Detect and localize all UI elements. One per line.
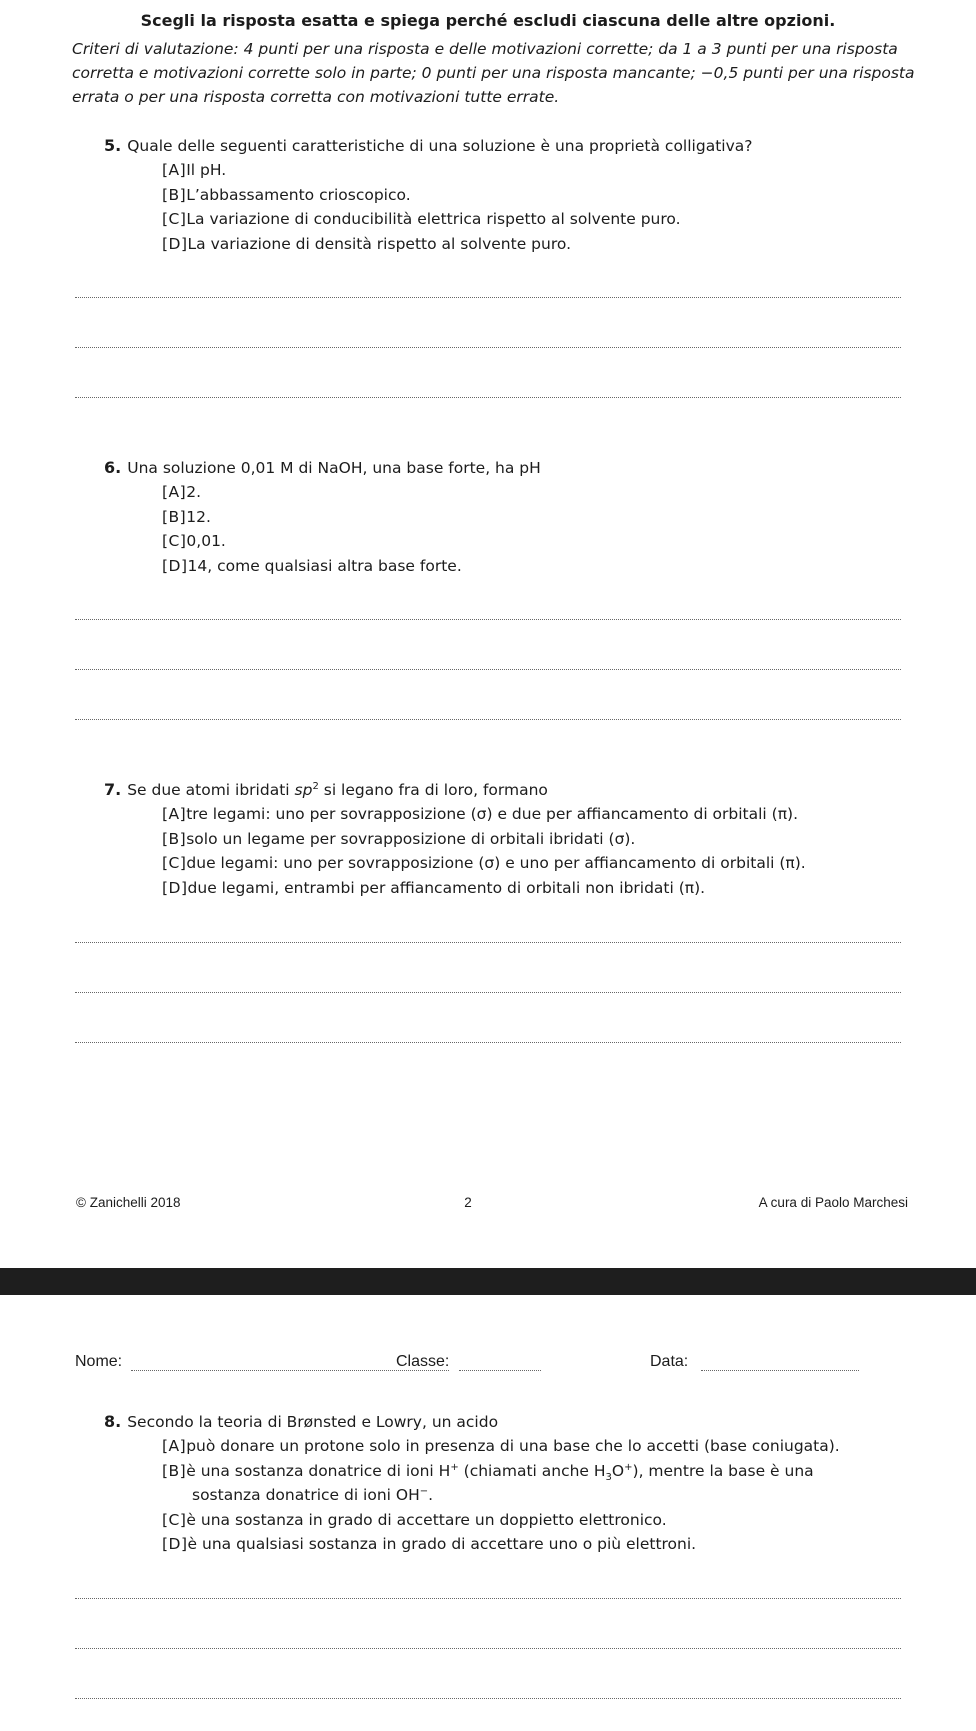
question-5 <box>104 134 954 256</box>
option-text: solo un legame per sovrapposizione di orbitali ibridati (σ). <box>186 829 636 848</box>
option-text: è una sostanza donatrice di ioni H <box>186 1461 451 1480</box>
option-letter: [C] <box>162 1510 187 1529</box>
answer-line[interactable] <box>75 347 901 348</box>
page-separator <box>0 1268 976 1295</box>
option-text: è una qualsiasi sostanza in grado di accettare uno o più elettroni. <box>187 1535 697 1553</box>
option-letter: [B] <box>162 185 187 204</box>
question-6 <box>104 456 954 578</box>
answer-line[interactable] <box>75 1698 901 1699</box>
option-letter: [A] <box>162 483 187 501</box>
option-letter: [B] <box>162 829 187 848</box>
option-a[interactable] <box>104 480 954 505</box>
grading-criteria: Criteri di valutazione: 4 punti per una risposta e delle motivazioni corrette; da 1 a 3 punti per una risposta corretta e motivazioni corrette solo in parte; 0 punti per una risposta mancante; −0,5 punti per una risposta errata o per una risposta corretta con motivazioni tutte errate. <box>72 40 915 106</box>
option-text: due legami, entrambi per affiancamento di orbitali non ibridati (π). <box>187 878 706 897</box>
option-letter: [D] <box>162 1535 188 1553</box>
question-stem <box>104 778 954 802</box>
answer-line[interactable] <box>75 669 901 670</box>
question-7 <box>104 778 954 900</box>
question-number: 8. <box>104 1412 122 1431</box>
date-field[interactable] <box>701 1370 859 1371</box>
name-label: Nome: <box>75 1353 123 1370</box>
answer-line[interactable] <box>75 297 901 298</box>
option-d[interactable] <box>104 232 954 257</box>
option-c[interactable] <box>104 207 954 232</box>
option-b[interactable] <box>104 183 954 208</box>
option-b[interactable] <box>104 1459 976 1508</box>
subscript: 3 <box>605 1471 612 1483</box>
question-stem <box>104 134 954 158</box>
option-text: può donare un protone solo in presenza di una base che lo accetti (base coniugata). <box>186 1437 840 1455</box>
option-text: . <box>428 1486 434 1504</box>
option-text: sostanza donatrice di ioni OH <box>192 1486 420 1504</box>
option-text: Il pH. <box>186 161 227 179</box>
superscript: + <box>624 1461 633 1473</box>
option-d[interactable] <box>104 554 954 579</box>
option-letter: [C] <box>162 532 187 550</box>
question-number: 6. <box>104 458 122 477</box>
option-a[interactable] <box>104 802 954 827</box>
student-info-row <box>75 1353 915 1377</box>
question-text-end: si legano fra di loro, formano <box>318 781 548 799</box>
option-text: 2. <box>186 483 201 501</box>
question-text: Secondo la teoria di Brønsted e Lowry, un acido <box>127 1413 499 1431</box>
answer-line[interactable] <box>75 1598 901 1599</box>
option-text: La variazione di densità rispetto al solvente puro. <box>187 234 572 253</box>
question-number: 5. <box>104 136 122 155</box>
answer-line[interactable] <box>75 992 901 993</box>
hybrid-orbital-label: sp <box>294 781 313 799</box>
option-letter: [C] <box>162 210 187 228</box>
option-text: 12. <box>186 507 211 526</box>
answer-line[interactable] <box>75 1042 901 1043</box>
option-letter: [A] <box>162 1437 187 1455</box>
answer-line[interactable] <box>75 1648 901 1649</box>
option-text: ), mentre la base è una <box>632 1461 814 1480</box>
option-d[interactable] <box>104 1532 954 1557</box>
option-a[interactable] <box>104 158 954 183</box>
option-letter: [B] <box>162 507 187 526</box>
option-letter: [C] <box>162 854 187 872</box>
option-text: O <box>611 1461 625 1480</box>
option-letter: [D] <box>162 234 188 253</box>
question-stem <box>104 456 954 480</box>
option-text: è una sostanza in grado di accettare un doppietto elettronico. <box>186 1510 667 1529</box>
question-text: Quale delle seguenti caratteristiche di una soluzione è una proprietà colligativa? <box>127 137 753 155</box>
question-stem <box>104 1410 954 1434</box>
option-text: L’abbassamento crioscopico. <box>186 185 411 204</box>
option-b[interactable] <box>104 827 954 852</box>
instructions-heading: Scegli la risposta esatta e spiega perché escludi ciascuna delle altre opzioni. <box>140 11 836 30</box>
answer-line[interactable] <box>75 942 901 943</box>
page-number: 2 <box>464 1195 472 1210</box>
option-text: 14, come qualsiasi altra base forte. <box>187 556 462 575</box>
superscript: + <box>450 1461 459 1473</box>
option-text: tre legami: uno per sovrapposizione (σ) e due per affiancamento di orbitali (π). <box>186 805 799 823</box>
question-text: Se due atomi ibridati <box>127 781 295 799</box>
superscript: − <box>419 1485 429 1497</box>
option-letter: [B] <box>162 1461 187 1480</box>
option-text: (chiamati anche H <box>458 1461 606 1480</box>
class-label: Classe: <box>396 1353 450 1370</box>
answer-line[interactable] <box>75 397 901 398</box>
option-d[interactable] <box>104 876 954 901</box>
option-a[interactable] <box>104 1434 954 1459</box>
option-text: 0,01. <box>186 532 226 550</box>
question-8 <box>104 1410 954 1557</box>
class-field[interactable] <box>459 1370 541 1371</box>
answer-line[interactable] <box>75 619 901 620</box>
option-text: La variazione di conducibilità elettrica rispetto al solvente puro. <box>186 210 681 228</box>
superscript: 2 <box>312 780 319 792</box>
option-c[interactable] <box>104 851 954 876</box>
option-letter: [D] <box>162 556 188 575</box>
option-c[interactable] <box>104 1508 954 1533</box>
answer-line[interactable] <box>75 719 901 720</box>
question-number: 7. <box>104 780 122 799</box>
option-letter: [A] <box>162 161 187 179</box>
option-continuation <box>162 1483 976 1508</box>
option-b[interactable] <box>104 505 954 530</box>
option-letter: [A] <box>162 805 187 823</box>
date-label: Data: <box>650 1353 689 1370</box>
option-text: due legami: uno per sovrapposizione (σ) e uno per affiancamento di orbitali (π). <box>186 854 806 872</box>
footer-author: A cura di Paolo Marchesi <box>758 1195 908 1210</box>
option-c[interactable] <box>104 529 954 554</box>
option-letter: [D] <box>162 878 188 897</box>
footer-copyright: © Zanichelli 2018 <box>76 1195 181 1210</box>
question-text: Una soluzione 0,01 M di NaOH, una base forte, ha pH <box>127 459 541 477</box>
